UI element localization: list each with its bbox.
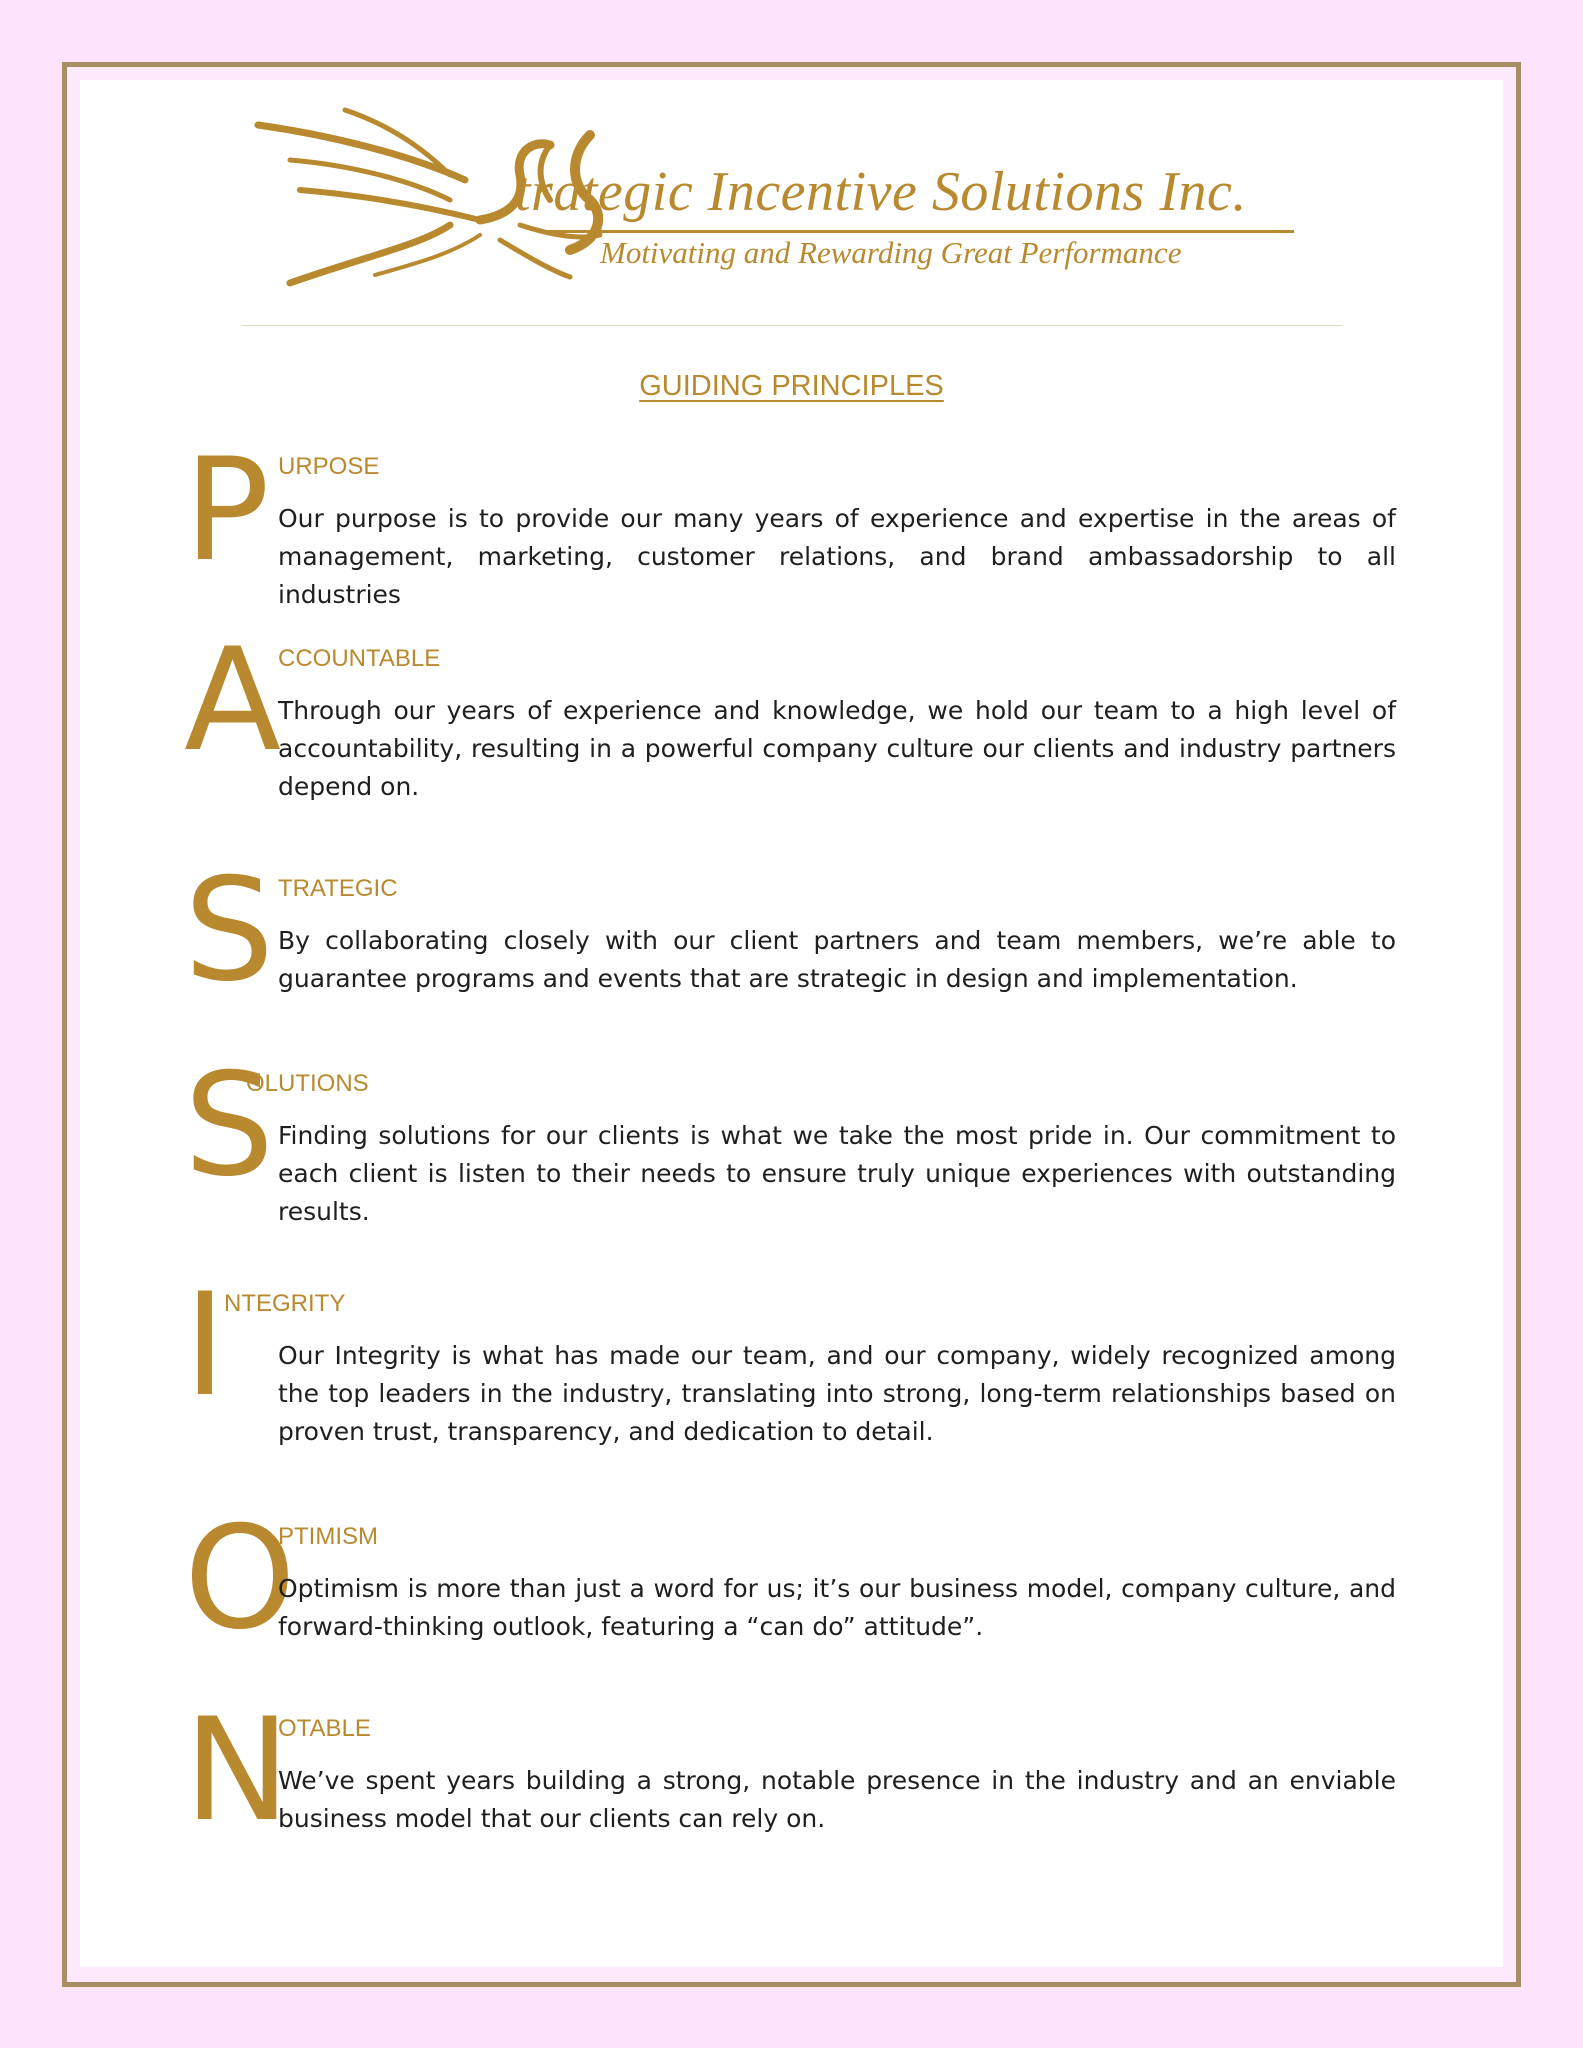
principle-initial: I xyxy=(184,1263,226,1428)
principle-description: Through our years of experience and knowledge, we hold our team to a high level of accountability, resulting in a powerful company culture our clients and industry partners depend on. xyxy=(278,696,1396,801)
principle-heading: OTABLE xyxy=(278,1715,371,1742)
principle-description: Optimism is more than just a word for us; it’s our business model, company culture, and forward-thinking outlook, featuring a “can do” attitude”. xyxy=(278,1574,1396,1641)
principle-heading: OLUTIONS xyxy=(246,1070,369,1097)
principle-description: We’ve spent years building a strong, notable presence in the industry and an enviable business model that our clients can rely on. xyxy=(278,1766,1396,1833)
principle-initial: S xyxy=(184,848,275,1013)
principle-heading: NTEGRITY xyxy=(224,1290,346,1317)
principle-initial: P xyxy=(184,428,270,593)
document-page xyxy=(80,80,1503,1967)
principle-description: Finding solutions for our clients is what we take the most pride in. Our commitment to each client is listen to their needs to ensure truly unique experiences with outstanding results. xyxy=(278,1121,1396,1226)
principle-initial: O xyxy=(184,1496,296,1661)
logo-company-name xyxy=(515,160,1247,224)
principle-initial: S xyxy=(184,1043,275,1208)
logo-underline xyxy=(548,230,1294,233)
logo-tagline: Motivating and Rewarding Great Performance xyxy=(600,235,1182,270)
principle-description: Our purpose is to provide our many years of experience and expertise in the areas of management, marketing, customer relations, and brand ambassadorship to all industries xyxy=(278,504,1396,609)
principle-heading: URPOSE xyxy=(278,453,380,480)
principle-description: By collaborating closely with our client partners and team members, we’re able to guarantee programs and events that are strategic in design and implementation. xyxy=(278,926,1396,993)
principle-heading: CCOUNTABLE xyxy=(278,645,441,672)
header-divider xyxy=(242,325,1342,326)
principle-description: Our Integrity is what has made our team, and our company, widely recognized among the top leaders in the industry, translating into strong, long-term relationships based on proven trust, transparency, and dedication to detail. xyxy=(278,1341,1396,1446)
page-title: GUIDING PRINCIPLES xyxy=(639,370,944,402)
logo-title-text: trategic Incentive Solutions Inc. xyxy=(515,161,1247,223)
principle-initial: A xyxy=(184,618,282,783)
principle-initial: N xyxy=(184,1688,291,1853)
principle-heading: TRATEGIC xyxy=(278,875,398,902)
principle-heading: PTIMISM xyxy=(278,1523,378,1550)
